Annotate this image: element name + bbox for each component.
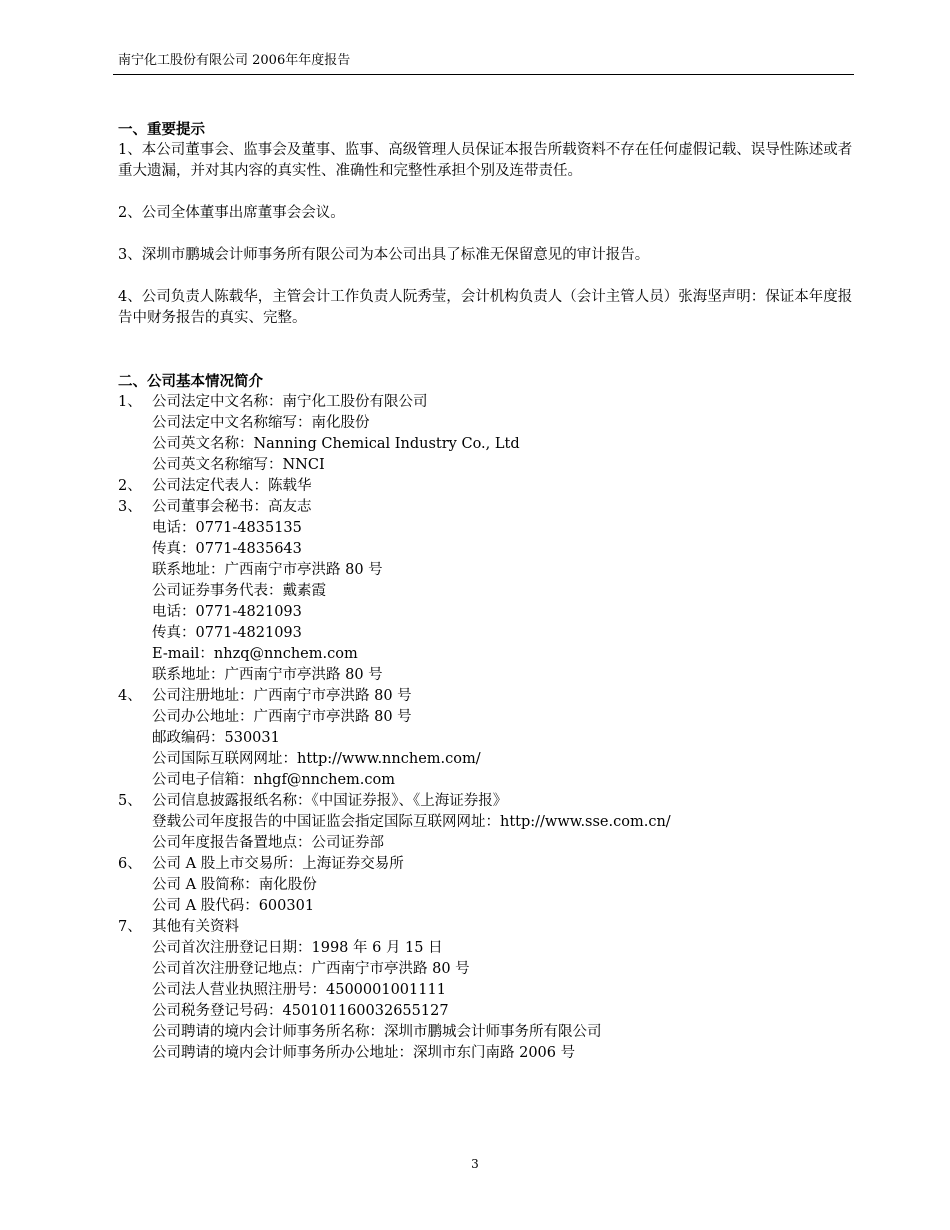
info-line: 公司法定中文名称缩写：南化股份 <box>152 415 370 431</box>
info-line: 传真：0771-4821093 <box>152 625 302 641</box>
info-line: 公司年度报告备置地点：公司证券部 <box>152 835 384 851</box>
info-line: 公司法人营业执照注册号：4500001001111 <box>152 982 446 998</box>
info-group <box>118 686 858 707</box>
section-2-title: 二、公司基本情况简介 <box>118 373 263 390</box>
page-header: 南宁化工股份有限公司 2006年年度报告 <box>118 53 351 68</box>
notice-item: 2、公司全体董事出席董事会会议。 <box>118 205 345 221</box>
info-line: 电话：0771-4835135 <box>152 520 302 536</box>
info-line: 公司法定中文名称：南宁化工股份有限公司 <box>152 394 428 410</box>
info-line: 传真：0771-4835643 <box>152 541 302 557</box>
email-line: 公司电子信箱：nhgf@nnchem.com <box>152 772 396 788</box>
document-body <box>118 119 858 1064</box>
group-number: 5、 <box>118 793 142 809</box>
info-line: 公司税务登记号码：450101160032655127 <box>152 1003 449 1019</box>
info-group <box>118 497 858 518</box>
group-number: 2、 <box>118 478 142 494</box>
header-rule <box>113 74 854 75</box>
group-number: 7、 <box>118 919 142 935</box>
info-group <box>118 791 858 812</box>
group-number: 3、 <box>118 499 142 515</box>
group-number: 1、 <box>118 394 142 410</box>
notice-item: 4、公司负责人陈载华，主管会计工作负责人阮秀莹，会计机构负责人（会计主管人员）张海坚声明：保证本年度报告中财务报告的真实、完整。 <box>118 289 853 326</box>
info-line: 公司证券事务代表：戴素霞 <box>152 583 326 599</box>
info-line: 公司聘请的境内会计师事务所名称：深圳市鹏城会计师事务所有限公司 <box>152 1024 602 1040</box>
info-line: 电话：0771-4821093 <box>152 604 302 620</box>
info-line: 公司法定代表人：陈载华 <box>152 478 312 494</box>
info-line: 公司英文名称：Nanning Chemical Industry Co., Ltd <box>152 436 520 452</box>
spacer <box>118 266 858 287</box>
info-line: 公司董事会秘书：高友志 <box>152 499 312 515</box>
spacer <box>118 182 858 203</box>
info-group <box>118 392 858 413</box>
spacer <box>118 329 858 350</box>
spacer <box>118 350 858 371</box>
info-line: 公司聘请的境内会计师事务所办公地址：深圳市东门南路 2006 号 <box>152 1045 576 1061</box>
group-number: 4、 <box>118 688 142 704</box>
group-number: 6、 <box>118 856 142 872</box>
info-group <box>118 476 858 497</box>
notice-item: 1、本公司董事会、监事会及董事、监事、高级管理人员保证本报告所载资料不存在任何虚假记载、误导性陈述或者重大遗漏，并对其内容的真实性、准确性和完整性承担个别及连带责任。 <box>118 142 853 179</box>
info-line: 公司 A 股简称：南化股份 <box>152 877 317 893</box>
notice-item: 3、深圳市鹏城会计师事务所有限公司为本公司出具了标准无保留意见的审计报告。 <box>118 247 650 263</box>
info-line: 公司信息披露报纸名称：《中国证券报》、《上海证券报》 <box>152 793 508 809</box>
info-line: 公司注册地址：广西南宁市亭洪路 80 号 <box>152 688 412 704</box>
info-line: 公司办公地址：广西南宁市亭洪路 80 号 <box>152 709 412 725</box>
spacer <box>118 224 858 245</box>
info-line: 公司英文名称缩写：NNCI <box>152 457 325 473</box>
website-line: 登载公司年度报告的中国证监会指定国际互联网网址：http://www.sse.com.cn/ <box>152 814 671 830</box>
info-line: 公司首次注册登记日期：1998 年 6 月 15 日 <box>152 940 443 956</box>
info-group <box>118 854 858 875</box>
info-line: 邮政编码：530031 <box>152 730 280 746</box>
section-1-title: 一、重要提示 <box>118 121 205 138</box>
page-number: 3 <box>471 1157 479 1171</box>
website-line: 公司国际互联网网址：http://www.nnchem.com/ <box>152 751 481 767</box>
info-line: 公司 A 股上市交易所：上海证券交易所 <box>152 856 404 872</box>
info-line: 联系地址：广西南宁市亭洪路 80 号 <box>152 667 383 683</box>
info-line: 其他有关资料 <box>152 919 239 935</box>
email-line: E-mail：nhzq@nnchem.com <box>152 646 358 662</box>
info-group <box>118 917 858 938</box>
info-line: 联系地址：广西南宁市亭洪路 80 号 <box>152 562 383 578</box>
info-line: 公司首次注册登记地点：广西南宁市亭洪路 80 号 <box>152 961 470 977</box>
info-line: 公司 A 股代码：600301 <box>152 898 315 914</box>
